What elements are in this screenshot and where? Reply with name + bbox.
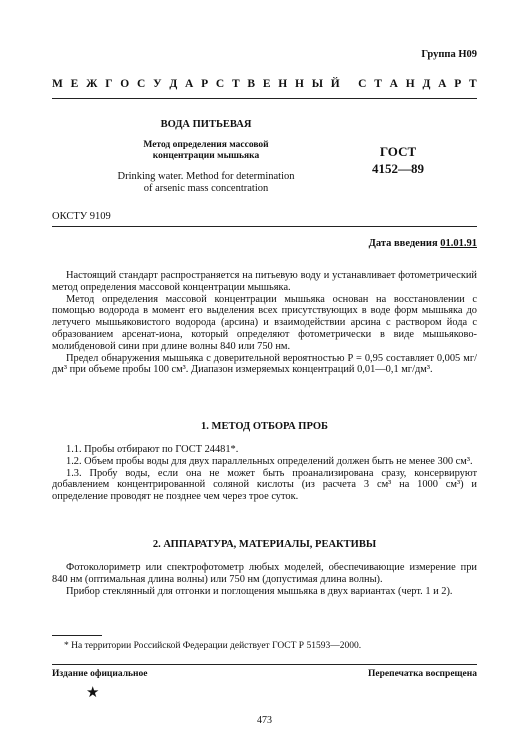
section-2-body [52, 562, 477, 597]
heading-letter: Т [231, 78, 240, 90]
subtitle-line-1: Метод определения массовой [143, 140, 269, 150]
intro-paragraph-1: Настоящий стандарт распространяется на питьевую воду и устанавливает фотометрический метод определения массовой концентрации мышьяка. [52, 270, 477, 293]
heading-letter: Т [374, 78, 382, 90]
heading-letter: Й [330, 78, 340, 90]
section-1-item-2: 1.2. Объем пробы воды для двух параллельных определений должен быть не менее 300 см³. [66, 455, 473, 467]
heading-letter: А [185, 78, 194, 90]
heading-letter: А [438, 78, 447, 90]
heading-letter: М [52, 78, 63, 90]
heading-letter: Р [454, 78, 462, 90]
intro-paragraph-2: Метод определения массовой концентрации мышьяка основан на восстановлении с помощью водорода в момент его выделения всех присутствующих в воде форм мышьяка до летучего мышьяковистого водорода (арсина) и взаимодействии арсина с раствором йода с образованием арсенат-иона, который определяют фотометрически в виде мышьяково-молибденовой сини при длине волны 840 или 750 нм. [52, 293, 477, 352]
heading-letter: Е [70, 78, 79, 90]
introduction-date [369, 238, 477, 249]
heading-letter: Н [405, 78, 415, 90]
gost-code: 4152—89 [372, 161, 424, 176]
gost-label: ГОСТ [379, 144, 417, 159]
introduction-date-value: 01.01.91 [440, 238, 477, 249]
heading-letter: Р [201, 78, 209, 90]
english-title-line-2: of arsenic mass concentration [143, 183, 269, 194]
heading-letter: Ы [311, 78, 323, 90]
section-1-item-3: 1.3. Пробу воды, если она не может быть проанализирована сразу, консервируют добавлением концентрированной соляной кислоты (из расчета 3 см³ на 1000 см³) и определение проводят не позднее чем через трое суток. [52, 467, 477, 503]
standard-type-heading [52, 78, 477, 90]
heading-letter: Н [294, 78, 304, 90]
heading-letter: Н [278, 78, 288, 90]
heading-letter: А [389, 78, 398, 90]
group-code: Группа Н09 [421, 49, 477, 60]
heading-letter: Г [105, 78, 113, 90]
heading-letter: Ж [86, 78, 98, 90]
section-2-item-2: Прибор стеклянный для отгонки и поглощения мышьяка в двух вариантах (черт. 1 и 2). [66, 585, 453, 597]
reprint-notice: Перепечатка воспрещена [367, 669, 477, 679]
mid-divider [52, 226, 477, 227]
section-1-body [52, 444, 477, 503]
bottom-divider [52, 664, 477, 665]
document-subtitle [86, 140, 326, 162]
introduction-date-label: Дата введения [368, 238, 441, 249]
english-title-line-1: Drinking water. Method for determination [117, 171, 295, 182]
page-number: 473 [257, 715, 272, 726]
official-edition-label: Издание официальное [52, 669, 148, 679]
intro-paragraph-3: Предел обнаружения мышьяка с доверительной вероятностью P = 0,95 составляет 0,005 мг/дм³ при объеме пробы 100 см³. Диапазон измеряемых концентраций 0,01—0,1 мг/дм³. [52, 352, 477, 376]
subtitle-line-2: концентрации мышьяка [152, 151, 260, 161]
heading-letter: Д [422, 78, 431, 90]
heading-letter: Т [469, 78, 477, 90]
heading-letter: С [215, 78, 225, 90]
gost-number [372, 143, 424, 177]
section-2-item-1: Фотоколориметр или спектрофотометр любых моделей, обеспечивающие измерение при 840 нм (оптимальная длина волны) или 750 нм (допустимая длина волны). [52, 562, 477, 585]
section-1-heading: 1. МЕТОД ОТБОРА ПРОБ [201, 421, 328, 432]
heading-letter: В [247, 78, 256, 90]
heading-letter: Д [169, 78, 178, 90]
footnote: * На территории Российской Федерации действует ГОСТ Р 51593—2000. [64, 641, 362, 651]
heading-letter: О [120, 78, 130, 90]
title-block [86, 119, 326, 195]
intro-text [52, 270, 477, 376]
section-2-heading: 2. АППАРАТУРА, МАТЕРИАЛЫ, РЕАКТИВЫ [152, 539, 377, 550]
star-icon: ★ [86, 685, 100, 701]
heading-letter: У [153, 78, 162, 90]
document-title: ВОДА ПИТЬЕВАЯ [160, 119, 252, 130]
heading-letter: Е [262, 78, 271, 90]
heading-letter: С [137, 78, 146, 90]
heading-letter: С [358, 78, 367, 90]
heading-letter [347, 78, 350, 90]
footnote-divider [52, 635, 102, 636]
section-1-item-1: 1.1. Пробы отбирают по ГОСТ 24481*. [66, 444, 239, 455]
top-divider [52, 98, 477, 99]
english-title [86, 171, 326, 195]
okstu-code: ОКСТУ 9109 [52, 211, 111, 222]
